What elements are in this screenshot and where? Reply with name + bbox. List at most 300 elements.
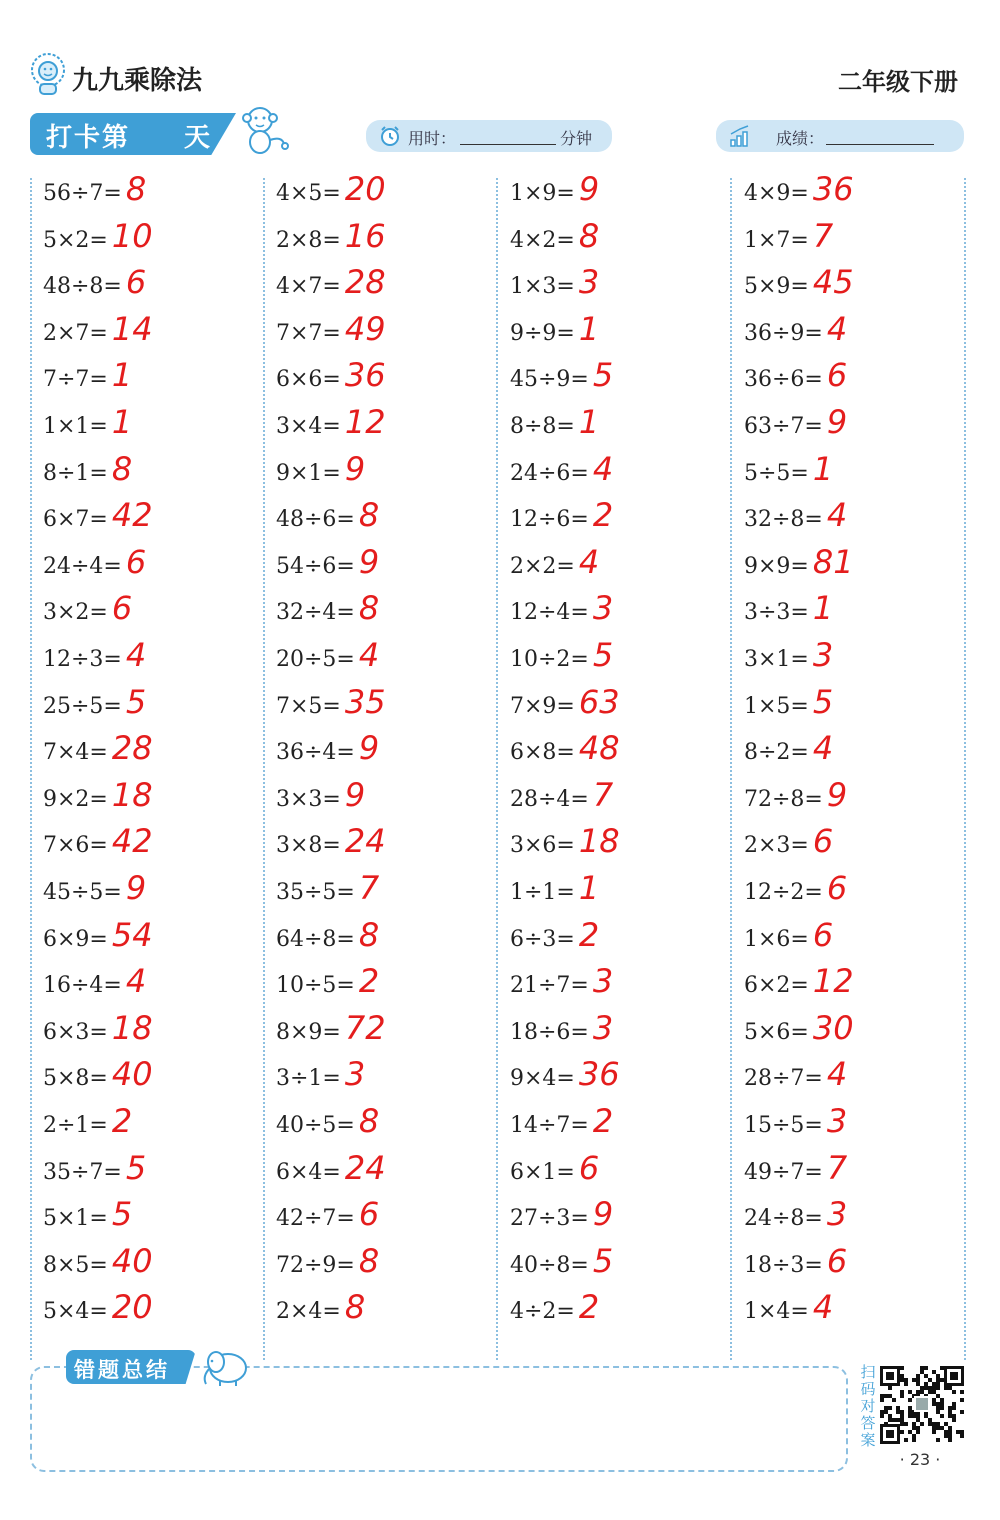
problem-row	[510, 170, 599, 216]
handwritten-answer[interactable]: 1	[578, 309, 600, 348]
problem-row	[510, 496, 613, 542]
handwritten-answer[interactable]: 2	[358, 962, 380, 1001]
problem-question: 2×4=	[276, 1299, 341, 1325]
problem-question: 9×9=	[744, 553, 809, 579]
problem-question: 6×8=	[510, 740, 575, 766]
problem-row	[276, 869, 379, 915]
time-field	[366, 120, 612, 152]
checkin-day-unit: 天	[184, 123, 211, 153]
problem-row	[276, 916, 379, 962]
problem-question: 6×7=	[43, 507, 108, 533]
problem-row	[744, 403, 847, 449]
problem-question: 2×3=	[744, 833, 809, 859]
handwritten-answer[interactable]: 6	[111, 589, 133, 628]
handwritten-answer[interactable]: 14	[111, 309, 153, 348]
problem-question: 45÷9=	[510, 367, 589, 393]
problem-question: 6×6=	[276, 367, 341, 393]
handwritten-answer[interactable]: 35	[344, 682, 386, 721]
problem-row	[276, 356, 386, 402]
problem-question: 3×8=	[276, 833, 341, 859]
problem-question: 6×3=	[43, 1019, 108, 1045]
problem-row	[744, 356, 847, 402]
problem-question: 7×9=	[510, 693, 575, 719]
elephant-icon	[198, 1344, 254, 1388]
column-divider	[263, 178, 265, 1360]
problem-question: 12÷2=	[744, 880, 823, 905]
handwritten-answer[interactable]: 40	[111, 1241, 153, 1280]
handwritten-answer[interactable]: 72	[344, 1008, 386, 1047]
problem-row	[276, 776, 365, 822]
problem-question: 6×4=	[276, 1159, 341, 1185]
problem-row	[276, 543, 379, 589]
problem-question: 2÷1=	[43, 1113, 108, 1138]
qr-code-icon[interactable]	[880, 1366, 964, 1444]
handwritten-answer[interactable]: 7	[826, 1148, 848, 1187]
problem-row	[744, 869, 847, 915]
problem-question: 8÷8=	[510, 414, 575, 439]
handwritten-answer[interactable]: 8	[578, 216, 600, 255]
handwritten-answer[interactable]: 42	[111, 822, 153, 861]
problem-question: 4×9=	[744, 181, 809, 206]
handwritten-answer[interactable]: 5	[592, 1241, 614, 1280]
score-label: 成绩：	[776, 129, 825, 148]
handwritten-answer[interactable]: 18	[578, 822, 620, 861]
problem-question: 3×3=	[276, 786, 341, 812]
handwritten-answer[interactable]: 8	[111, 449, 133, 488]
handwritten-answer[interactable]: 5	[592, 636, 614, 674]
problem-question: 3×4=	[276, 414, 341, 439]
problem-question: 1×7=	[744, 227, 809, 253]
problem-row	[510, 403, 599, 449]
problem-row	[276, 310, 386, 356]
problem-row	[43, 916, 153, 962]
handwritten-answer[interactable]: 9	[125, 869, 147, 907]
problem-question: 10÷5=	[276, 973, 355, 999]
problem-question: 32÷8=	[744, 507, 823, 533]
problem-question: 24÷4=	[43, 553, 122, 579]
handwritten-answer[interactable]: 48	[578, 729, 620, 768]
handwritten-answer[interactable]: 3	[812, 636, 834, 674]
problem-question: 16÷4=	[43, 973, 122, 999]
problem-row	[276, 822, 386, 868]
problem-row	[276, 1242, 379, 1288]
problem-row	[744, 263, 854, 309]
handwritten-answer[interactable]: 12	[344, 403, 386, 441]
problem-row	[276, 1288, 365, 1334]
problem-question: 7×6=	[43, 833, 108, 859]
problem-question: 15÷5=	[744, 1113, 823, 1138]
checkin-label: 打卡第	[46, 123, 131, 153]
problem-question: 45÷5=	[43, 880, 122, 905]
handwritten-answer[interactable]: 5	[125, 1148, 147, 1187]
problem-question: 3×6=	[510, 833, 575, 859]
handwritten-answer[interactable]: 45	[812, 263, 854, 302]
handwritten-answer[interactable]: 3	[592, 962, 614, 1001]
chart-bars-icon	[728, 124, 752, 148]
handwritten-answer[interactable]: 9	[358, 729, 380, 768]
problem-row	[43, 263, 146, 309]
problem-row	[510, 217, 599, 263]
handwritten-answer[interactable]: 9	[578, 170, 600, 208]
handwritten-answer[interactable]: 8	[358, 1241, 380, 1280]
problem-row	[744, 217, 833, 263]
problem-question: 35÷7=	[43, 1159, 122, 1185]
handwritten-answer[interactable]: 7	[358, 869, 380, 907]
problem-row	[510, 636, 613, 682]
problem-question: 18÷3=	[744, 1252, 823, 1278]
time-unit: 分钟	[560, 129, 593, 148]
handwritten-answer[interactable]: 6	[358, 1195, 380, 1234]
mistake-summary-label: 错题总结	[74, 1358, 170, 1382]
problem-question: 6×2=	[744, 973, 809, 999]
problem-row	[510, 822, 620, 868]
handwritten-answer[interactable]: 3	[826, 1102, 848, 1140]
handwritten-answer[interactable]: 5	[111, 1195, 133, 1234]
handwritten-answer[interactable]: 9	[344, 449, 366, 488]
problem-question: 5÷5=	[744, 460, 809, 486]
column-divider	[730, 178, 732, 1360]
problem-question: 6×9=	[43, 926, 108, 952]
handwritten-answer[interactable]: 8	[358, 915, 380, 954]
problem-question: 28÷7=	[744, 1066, 823, 1092]
handwritten-answer[interactable]: 10	[111, 216, 153, 255]
handwritten-answer[interactable]: 16	[344, 216, 386, 255]
problem-row	[510, 263, 599, 309]
problem-row	[43, 450, 132, 496]
problem-row	[744, 1242, 847, 1288]
handwritten-answer[interactable]: 9	[358, 542, 380, 581]
problem-question: 3÷3=	[744, 600, 809, 626]
handwritten-answer[interactable]: 1	[812, 449, 834, 488]
handwritten-answer[interactable]: 1	[111, 403, 133, 441]
problem-row	[276, 962, 379, 1008]
handwritten-answer[interactable]: 4	[826, 496, 848, 535]
handwritten-answer[interactable]: 63	[578, 682, 620, 721]
handwritten-answer[interactable]: 6	[826, 869, 848, 907]
problem-question: 1×6=	[744, 926, 809, 952]
problem-question: 72÷8=	[744, 786, 823, 812]
problem-question: 3×2=	[43, 600, 108, 626]
problem-row	[43, 217, 153, 263]
problem-row	[744, 170, 854, 216]
handwritten-answer[interactable]: 5	[125, 682, 147, 721]
problem-question: 64÷8=	[276, 926, 355, 952]
problem-row	[744, 589, 833, 635]
problem-question: 1×3=	[510, 274, 575, 300]
problem-question: 1×9=	[510, 181, 575, 206]
problem-question: 36÷6=	[744, 367, 823, 393]
handwritten-answer[interactable]: 2	[592, 1102, 614, 1140]
handwritten-answer[interactable]: 2	[578, 915, 600, 954]
handwritten-answer[interactable]: 40	[111, 1055, 153, 1094]
problem-question: 27÷3=	[510, 1206, 589, 1232]
problem-question: 36÷9=	[744, 320, 823, 346]
problem-row	[43, 1149, 146, 1195]
column-divider	[964, 178, 966, 1360]
problem-question: 49÷7=	[744, 1159, 823, 1185]
problem-row	[43, 1288, 153, 1334]
handwritten-answer[interactable]: 2	[111, 1102, 133, 1140]
problem-row	[43, 683, 146, 729]
problem-question: 8÷1=	[43, 460, 108, 486]
problem-question: 21÷7=	[510, 973, 589, 999]
problem-question: 12÷3=	[43, 647, 122, 672]
problem-row	[510, 589, 613, 635]
problem-row	[744, 776, 847, 822]
problem-question: 72÷9=	[276, 1252, 355, 1278]
handwritten-answer[interactable]: 5	[592, 356, 614, 395]
page-number: · 23 ·	[899, 1450, 941, 1469]
problem-row	[510, 543, 599, 589]
problem-question: 9÷9=	[510, 320, 575, 346]
handwritten-answer[interactable]: 1	[812, 589, 834, 628]
lion-logo-icon	[28, 48, 68, 96]
problem-row	[510, 356, 613, 402]
problem-question: 5×9=	[744, 274, 809, 300]
problem-question: 2×2=	[510, 553, 575, 579]
problem-question: 24÷6=	[510, 460, 589, 486]
problem-question: 3×1=	[744, 647, 809, 672]
problem-row	[43, 1055, 153, 1101]
problem-row	[276, 1009, 386, 1055]
problem-row	[43, 962, 146, 1008]
problem-row	[276, 636, 379, 682]
problem-row	[276, 1055, 365, 1101]
handwritten-answer[interactable]: 6	[812, 822, 834, 861]
problem-question: 1÷1=	[510, 880, 575, 905]
handwritten-answer[interactable]: 6	[826, 1241, 848, 1280]
handwritten-answer[interactable]: 3	[578, 263, 600, 302]
problem-row	[510, 683, 620, 729]
handwritten-answer[interactable]: 36	[578, 1055, 620, 1094]
problem-question: 36÷4=	[276, 740, 355, 766]
monkey-mascot-icon	[232, 100, 292, 160]
handwritten-answer[interactable]: 30	[812, 1008, 854, 1047]
problem-question: 7×5=	[276, 693, 341, 719]
handwritten-answer[interactable]: 3	[592, 1008, 614, 1047]
problem-row	[510, 916, 599, 962]
problem-question: 5×8=	[43, 1066, 108, 1092]
problem-question: 9×2=	[43, 786, 108, 812]
problem-row	[510, 310, 599, 356]
problem-row	[510, 1102, 613, 1148]
column-divider	[30, 178, 32, 1360]
alarm-clock-icon	[378, 124, 402, 148]
handwritten-answer[interactable]: 1	[578, 403, 600, 441]
handwritten-answer[interactable]: 18	[111, 775, 153, 814]
handwritten-answer[interactable]: 4	[358, 636, 380, 674]
problem-row	[43, 543, 146, 589]
problem-row	[744, 729, 833, 775]
handwritten-answer[interactable]: 4	[125, 962, 147, 1001]
problem-question: 14÷7=	[510, 1113, 589, 1138]
problem-row	[43, 636, 146, 682]
handwritten-answer[interactable]: 6	[826, 356, 848, 395]
book-title: 九九乘除法	[72, 66, 203, 96]
problem-question: 6÷3=	[510, 926, 575, 952]
handwritten-answer[interactable]: 5	[812, 682, 834, 721]
problem-question: 12÷4=	[510, 600, 589, 626]
problem-row	[43, 729, 153, 775]
handwritten-answer[interactable]: 4	[578, 542, 600, 581]
problem-question: 3÷1=	[276, 1066, 341, 1092]
problem-row	[744, 822, 833, 868]
problem-question: 54÷6=	[276, 553, 355, 579]
problem-row	[744, 1009, 854, 1055]
problem-question: 1×5=	[744, 693, 809, 719]
problem-question: 40÷8=	[510, 1252, 589, 1278]
problem-row	[276, 496, 379, 542]
problem-question: 7×4=	[43, 740, 108, 766]
problem-question: 5×6=	[744, 1019, 809, 1045]
handwritten-answer[interactable]: 6	[125, 542, 147, 581]
handwritten-answer[interactable]: 12	[812, 962, 854, 1001]
score-field	[716, 120, 964, 152]
handwritten-answer[interactable]: 20	[344, 170, 386, 208]
problem-row	[510, 776, 613, 822]
handwritten-answer[interactable]: 8	[358, 589, 380, 628]
handwritten-answer[interactable]: 8	[344, 1288, 366, 1327]
handwritten-answer[interactable]: 49	[344, 309, 386, 348]
handwritten-answer[interactable]: 3	[592, 589, 614, 628]
problem-question: 6×1=	[510, 1159, 575, 1185]
handwritten-answer[interactable]: 2	[592, 496, 614, 535]
problem-row	[510, 1195, 613, 1241]
problem-row	[744, 450, 833, 496]
problem-question: 5×4=	[43, 1299, 108, 1325]
handwritten-answer[interactable]: 4	[592, 449, 614, 488]
handwritten-answer[interactable]: 4	[826, 309, 848, 348]
problem-question: 10÷2=	[510, 647, 589, 672]
problem-question: 9×1=	[276, 460, 341, 486]
problem-row	[744, 1195, 847, 1241]
problem-row	[43, 589, 132, 635]
handwritten-answer[interactable]: 54	[111, 915, 153, 954]
problem-row	[510, 962, 613, 1008]
handwritten-answer[interactable]: 81	[812, 542, 854, 581]
problem-row	[744, 1102, 847, 1148]
problem-row	[510, 1149, 599, 1195]
handwritten-answer[interactable]: 1	[111, 356, 133, 395]
handwritten-answer[interactable]: 24	[344, 1148, 386, 1187]
problem-row	[510, 1242, 613, 1288]
problem-question: 7÷7=	[43, 367, 108, 393]
handwritten-answer[interactable]: 9	[826, 775, 848, 814]
handwritten-answer[interactable]: 28	[111, 729, 153, 768]
problem-row	[43, 776, 153, 822]
handwritten-answer[interactable]: 6	[125, 263, 147, 302]
scan-caption: 扫码对答案	[860, 1363, 876, 1449]
column-divider	[496, 178, 498, 1360]
handwritten-answer[interactable]: 36	[812, 170, 854, 208]
handwritten-answer[interactable]: 8	[125, 170, 147, 208]
problem-question: 2×7=	[43, 320, 108, 346]
problem-row	[744, 1055, 847, 1101]
problem-row	[744, 683, 833, 729]
problem-question: 4×7=	[276, 274, 341, 300]
handwritten-answer[interactable]: 42	[111, 496, 153, 535]
problem-question: 48÷6=	[276, 507, 355, 533]
problem-row	[276, 1195, 379, 1241]
handwritten-answer[interactable]: 9	[344, 775, 366, 814]
problem-row	[43, 310, 153, 356]
problem-row	[276, 589, 379, 635]
handwritten-answer[interactable]: 8	[358, 1102, 380, 1140]
problem-row	[510, 869, 599, 915]
problem-row	[276, 450, 365, 496]
handwritten-answer[interactable]: 2	[578, 1288, 600, 1327]
problem-row	[276, 1102, 379, 1148]
handwritten-answer[interactable]: 9	[826, 403, 848, 441]
handwritten-answer[interactable]: 6	[812, 915, 834, 954]
problem-question: 20÷5=	[276, 647, 355, 672]
handwritten-answer[interactable]: 20	[111, 1288, 153, 1327]
problem-row	[43, 496, 153, 542]
handwritten-answer[interactable]: 4	[812, 1288, 834, 1327]
problem-row	[510, 1055, 620, 1101]
time-label: 用时：	[408, 129, 457, 148]
problem-question: 42÷7=	[276, 1206, 355, 1232]
problem-row	[43, 1009, 153, 1055]
problem-row	[43, 1242, 153, 1288]
handwritten-answer[interactable]: 7	[812, 216, 834, 255]
handwritten-answer[interactable]: 3	[826, 1195, 848, 1234]
problem-row	[276, 729, 379, 775]
handwritten-answer[interactable]: 36	[344, 356, 386, 395]
handwritten-answer[interactable]: 1	[578, 869, 600, 907]
handwritten-answer[interactable]: 3	[344, 1055, 366, 1094]
problem-row	[276, 683, 386, 729]
problem-question: 4×5=	[276, 181, 341, 206]
problem-question: 40÷5=	[276, 1113, 355, 1138]
problem-question: 12÷6=	[510, 507, 589, 533]
problem-row	[744, 310, 847, 356]
handwritten-answer[interactable]: 28	[344, 263, 386, 302]
time-input-line[interactable]	[460, 144, 556, 145]
problem-row	[276, 263, 386, 309]
problem-question: 4×2=	[510, 227, 575, 253]
problem-row	[43, 403, 132, 449]
problem-question: 48÷8=	[43, 274, 122, 300]
problem-question: 5×1=	[43, 1206, 108, 1232]
problem-row	[510, 450, 613, 496]
problem-question: 24÷8=	[744, 1206, 823, 1232]
problem-question: 8×9=	[276, 1019, 341, 1045]
problem-question: 32÷4=	[276, 600, 355, 626]
problem-question: 25÷5=	[43, 693, 122, 719]
handwritten-answer[interactable]: 9	[592, 1195, 614, 1234]
problem-row	[744, 962, 854, 1008]
handwritten-answer[interactable]: 6	[578, 1148, 600, 1187]
problem-question: 18÷6=	[510, 1019, 589, 1045]
problem-row	[43, 170, 146, 216]
handwritten-answer[interactable]: 8	[358, 496, 380, 535]
handwritten-answer[interactable]: 18	[111, 1008, 153, 1047]
problem-question: 28÷4=	[510, 786, 589, 812]
score-input-line[interactable]	[826, 144, 934, 145]
problem-question: 2×8=	[276, 227, 341, 253]
handwritten-answer[interactable]: 4	[812, 729, 834, 768]
handwritten-answer[interactable]: 24	[344, 822, 386, 861]
problem-question: 56÷7=	[43, 181, 122, 206]
problem-row	[43, 356, 132, 402]
problem-question: 1×1=	[43, 414, 108, 439]
problem-row	[276, 1149, 386, 1195]
handwritten-answer[interactable]: 7	[592, 775, 614, 814]
handwritten-answer[interactable]: 4	[826, 1055, 848, 1094]
problem-row	[744, 636, 833, 682]
handwritten-answer[interactable]: 4	[125, 636, 147, 674]
